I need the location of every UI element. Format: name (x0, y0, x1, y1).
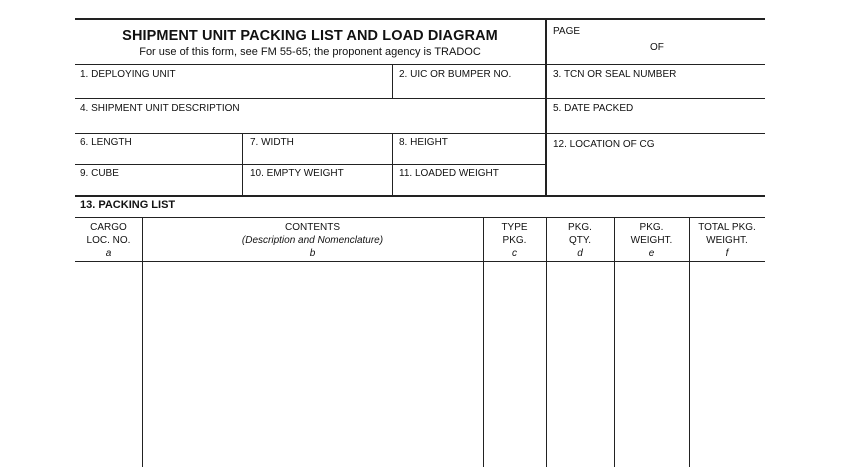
location-cg-input[interactable] (550, 153, 766, 195)
total-weight-column-input[interactable] (692, 264, 766, 468)
width-input[interactable] (246, 149, 392, 164)
uic-input[interactable] (396, 82, 545, 98)
deploying-unit-label: 1. DEPLOYING UNIT (80, 69, 176, 80)
row3-bottom-rule (75, 164, 545, 165)
date-packed-label: 5. DATE PACKED (553, 103, 634, 114)
of-label: OF (650, 42, 664, 53)
section-rule (75, 195, 765, 197)
page-total-input[interactable] (670, 38, 764, 56)
packing-list-title: 13. PACKING LIST (80, 199, 176, 211)
loaded-weight-label: 11. LOADED WEIGHT (399, 168, 499, 179)
row3-divider-a (242, 133, 243, 195)
col-header-total-weight: TOTAL PKG. WEIGHT. f (698, 222, 756, 259)
col-header-cargo: CARGO LOC. NO. a (86, 222, 131, 259)
length-input[interactable] (80, 149, 242, 164)
empty-weight-label: 10. EMPTY WEIGHT (250, 168, 344, 179)
form-title: SHIPMENT UNIT PACKING LIST AND LOAD DIAGRAM (122, 28, 498, 44)
row1-bottom-rule (75, 98, 765, 99)
row3-divider-b (392, 133, 393, 195)
top-rule (75, 18, 765, 20)
col-header-pkg-weight: PKG. WEIGHT. e (630, 222, 673, 259)
col-header-contents: CONTENTS (Description and Nomenclature) b (241, 222, 384, 259)
date-packed-input[interactable] (550, 116, 766, 133)
pkg-qty-column-input[interactable] (549, 264, 615, 468)
contents-column-input[interactable] (145, 264, 484, 468)
uic-label: 2. UIC OR BUMPER NO. (399, 69, 512, 80)
length-label: 6. LENGTH (80, 137, 132, 148)
tcn-label: 3. TCN OR SEAL NUMBER (553, 69, 677, 80)
packing-header-top-rule (75, 217, 765, 218)
uic-divider (392, 64, 393, 98)
height-label: 8. HEIGHT (399, 137, 448, 148)
location-cg-label: 12. LOCATION OF CG (553, 139, 655, 150)
type-pkg-column-input[interactable] (486, 264, 547, 468)
page-box-divider (545, 18, 547, 196)
page-label: PAGE (553, 26, 581, 37)
page-number-input[interactable] (590, 38, 649, 56)
cube-label: 9. CUBE (80, 168, 119, 179)
empty-weight-input[interactable] (246, 180, 392, 195)
cube-input[interactable] (80, 180, 242, 195)
col-header-pkg-qty: PKG. QTY. d (568, 222, 592, 259)
shipment-description-input[interactable] (80, 116, 544, 133)
cargo-loc-column-input[interactable] (77, 264, 143, 468)
packing-header-bottom-rule (75, 261, 765, 262)
tcn-input[interactable] (550, 82, 766, 98)
height-input[interactable] (396, 149, 545, 164)
width-label: 7. WIDTH (250, 137, 294, 148)
row2-bottom-rule (75, 133, 765, 134)
loaded-weight-input[interactable] (396, 180, 545, 195)
pkg-weight-column-input[interactable] (617, 264, 690, 468)
col-header-type-pkg: TYPE PKG. c (501, 222, 528, 259)
deploying-unit-input[interactable] (80, 82, 392, 98)
header-bottom-rule (75, 64, 765, 65)
form-subtitle: For use of this form, see FM 55-65; the proponent agency is TRADOC (139, 46, 481, 58)
shipment-description-label: 4. SHIPMENT UNIT DESCRIPTION (80, 103, 240, 114)
